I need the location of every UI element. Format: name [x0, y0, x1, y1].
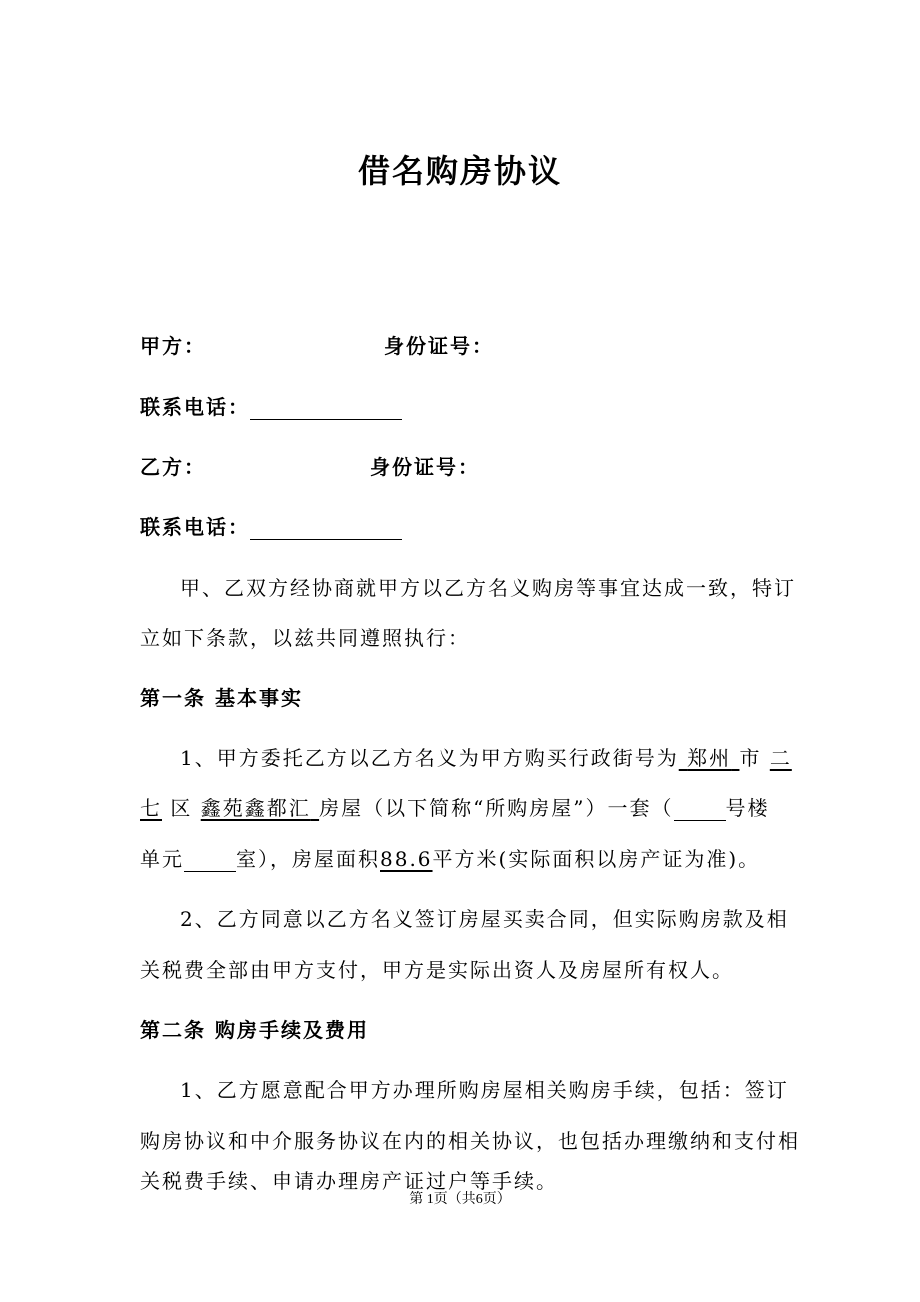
preamble-line-1: 甲、乙双方经协商就甲方以乙方名义购房等事宜达成一致，特订 [180, 576, 796, 600]
article-1-p1-line-2 [140, 792, 770, 821]
party-b-label: 乙方： [140, 455, 206, 479]
district-value-part-2: 七 [140, 796, 162, 820]
party-a-phone-row [140, 391, 402, 420]
party-a-label: 甲方： [140, 334, 206, 358]
area-value: 88.6 [380, 847, 433, 871]
city-value: 郑州 [687, 746, 732, 770]
party-b-phone-blank[interactable] [250, 517, 402, 540]
article-2-p1-line-2: 购房协议和中介服务协议在内的相关协议，也包括办理缴纳和支付相 [140, 1129, 800, 1153]
article-2-heading: 第二条 购房手续及费用 [140, 1018, 369, 1042]
district-value-part-1: 二 [769, 746, 792, 770]
article-1-heading: 第一条 基本事实 [140, 686, 303, 710]
clause-text: 1、甲方委托乙方以乙方名义为甲方购买行政街号为 [180, 746, 679, 770]
city-suffix: 市 [739, 746, 762, 770]
district-suffix: 区 [170, 796, 193, 820]
party-b-id-label: 身份证号： [370, 455, 480, 479]
party-b-phone-label: 联系电话： [140, 515, 250, 539]
party-a-id-label: 身份证号： [384, 334, 494, 358]
article-1-p1-line-1 [180, 742, 792, 771]
party-a-phone-blank[interactable] [250, 397, 402, 420]
clause-text: 房屋（以下简称“所购房屋”）一套（ [319, 796, 674, 820]
clause-text: 室），房屋面积 [236, 847, 380, 871]
estate-value: 鑫苑鑫都汇 [200, 796, 311, 820]
preamble-line-2: 立如下条款，以兹共同遵照执行： [140, 626, 470, 650]
area-suffix: 平方米(实际面积以房产证为准)。 [432, 847, 761, 871]
room-blank[interactable] [184, 849, 236, 872]
article-1-p2-line-2: 关税费全部由甲方支付，甲方是实际出资人及房屋所有权人。 [140, 958, 734, 982]
article-1-p2-line-1: 2、乙方同意以乙方名义签订房屋买卖合同，但实际购房款及相 [180, 907, 789, 931]
party-b-phone-row [140, 511, 402, 540]
party-a-row [140, 330, 494, 359]
building-blank[interactable] [674, 798, 726, 821]
unit-label: 单元 [140, 847, 184, 871]
document-title: 借名购房协议 [357, 152, 562, 190]
article-1-p1-line-3 [140, 843, 760, 872]
party-b-row [140, 451, 480, 480]
building-suffix: 号楼 [725, 796, 770, 820]
article-2-p1-line-3: 关税费手续、申请办理房产证过户等手续。 [140, 1169, 558, 1193]
page-footer: 第 1页（共6页） [409, 1192, 511, 1207]
party-a-phone-label: 联系电话： [140, 395, 250, 419]
article-2-p1-line-1: 1、乙方愿意配合甲方办理所购房屋相关购房手续，包括：签订 [180, 1078, 789, 1102]
